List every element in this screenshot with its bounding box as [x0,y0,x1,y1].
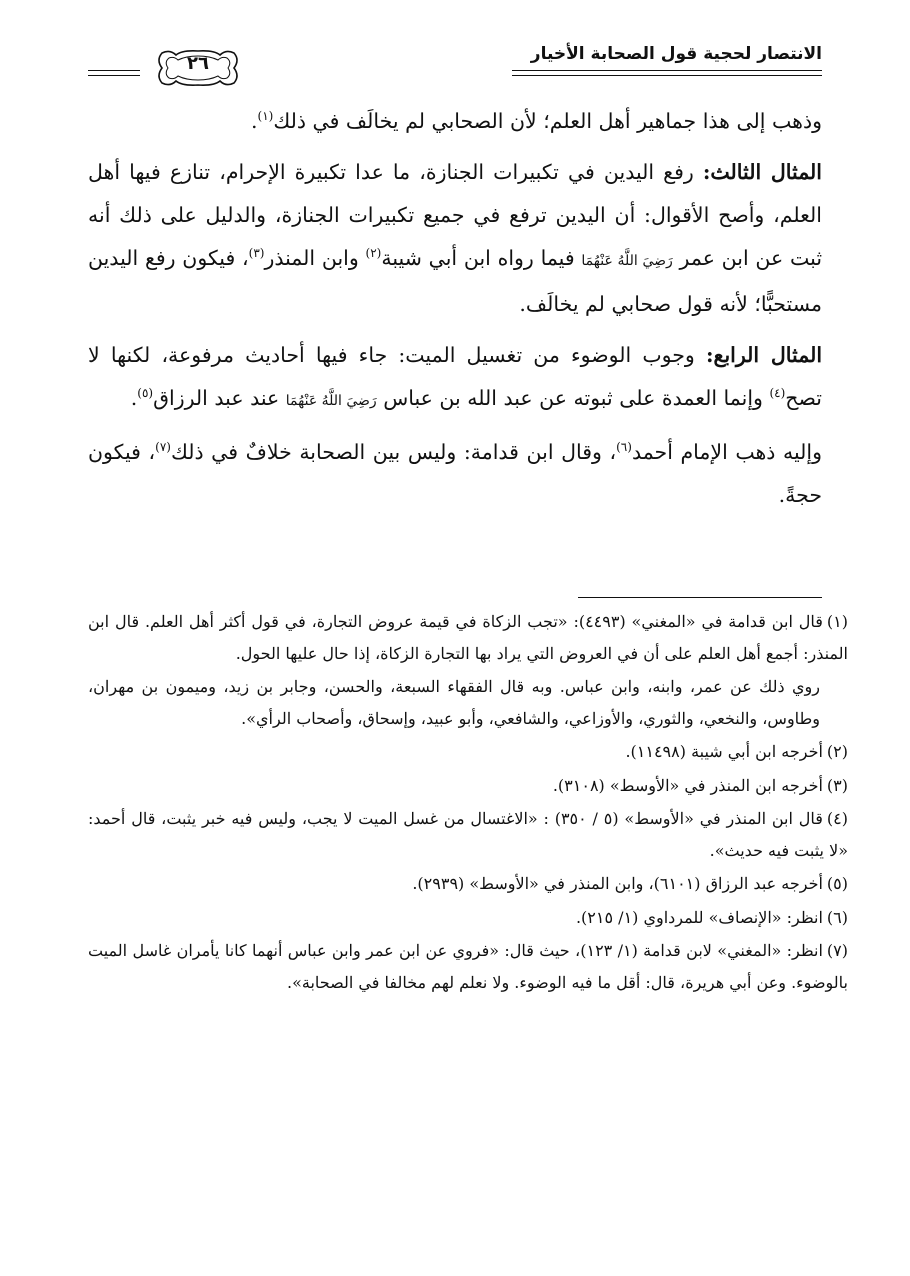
example-heading: المثال الرابع: [705,343,823,367]
footnote: (٤)قال ابن المنذر في «الأوسط» (٥ / ٣٥٠) : «الاغتسال من غسل الميت لا يجب، وليس فيه خبر يثبت، قال أحمد: «لا يثبت فيه حديث». [88,809,848,860]
honorific: رَضِيَ اللَّهُ عَنْهُمَا [581,253,673,269]
honorific: رَضِيَ اللَّهُ عَنْهُمَا [285,393,377,409]
book-title: الانتصار لحجية قول الصحابة الأخيار [530,44,822,64]
footnote: (٢)أخرجه ابن أبي شيبة (١١٤٩٨). [625,742,848,761]
example-heading: المثال الثالث: [702,160,822,184]
footnote-ref[interactable]: (٧) [155,440,171,455]
footnote-number: (٢) [826,742,848,761]
footnote-ref[interactable]: (٥) [137,386,154,401]
main-text [88,100,822,525]
paragraph-4: وإليه ذهب الإمام أحمد$^{(٦)}$، وقال ابن قدامة: وليس بين الصحابة خلافٌ في ذلك$^{(٧)}$، فيكون حجةً. [88,440,822,507]
paragraph-example-3: المثال الثالث: رفع اليدين في تكبيرات الجنازة، ما عدا تكبيرة الإحرام، تنازع فيها أهل العلم، وأصح الأقوال: أن اليدين ترفع في جميع تكبيرات الجنازة، والدليل على ذلك أنه ثبت عن ابن عمر رَضِيَ اللَّهُ عَنْهُمَا فيما رواه ابن أبي شيبة$^{(٢)}$ وابن المنذر$^{(٣)}$، فيكون رفع اليدين مستحبًّا؛ لأنه قول صحابي لم يخالَف. [88,160,823,316]
footnote: (٧)انظر: «المغني» لابن قدامة (١/ ١٢٣)، حيث قال: «فروي عن ابن عمر وابن عباس أنهما كانا يأمران غاسل الميت بالوضوء. وعن أبي هريرة، قال: أقل ما فيه الوضوء. ولا نعلم لهم مخالفا في الصحابة». [88,941,848,992]
page-number: ٢٦ [187,53,209,74]
header-rule [88,75,140,76]
paragraph-1: وذهب إلى هذا جماهير أهل العلم؛ لأن الصحابي لم يخالَف في ذلك$^{(١)}$. [250,109,822,133]
footnote-number: (٧) [826,941,848,960]
footnotes [88,606,848,1000]
running-header [88,44,822,94]
footnote-number: (٣) [826,775,848,795]
footnote-ref[interactable]: (٤) [769,386,786,401]
footnote-number: (٤) [826,809,848,828]
footnote-ref[interactable]: (١) [257,109,274,124]
header-rule [512,70,822,71]
footnote: (١)قال ابن قدامة في «المغني» (٤٤٩٣): «تجب الزكاة في قيمة عروض التجارة، في قول أكثر أهل العلم. قال ابن المنذر: أجمع أهل العلم على أن في العروض التي يراد بها التجارة الزكاة، إذا حال عليها الحول. [88,612,848,663]
footnote-continuation: روي ذلك عن عمر، وابنه، وابن عباس. وبه قال الفقهاء السبعة، والحسن، وجابر بن زيد، وميمون بن مهران، وطاوس، والنخعي، والثوري، والأوزاعي، والشافعي، وأبو عبيد، وإسحاق، وأصحاب الرأي». [88,677,820,728]
footnote-number: (١) [826,612,848,631]
footnote-number: (٥) [826,874,848,893]
footnote-number: (٦) [826,907,848,927]
header-rule [88,70,140,71]
footnote-ref[interactable]: (٣) [248,246,265,261]
footnote-separator [578,597,822,598]
footnote-ref[interactable]: (٢) [365,246,382,261]
footnote: (٦)انظر: «الإنصاف» للمرداوي (١/ ٢١٥). [575,907,848,927]
header-rule [512,75,822,76]
footnote: (٣)أخرجه ابن المنذر في «الأوسط» (٣١٠٨). [552,775,848,795]
footnote: (٥)أخرجه عبد الرزاق (٦١٠١)، وابن المنذر في «الأوسط» (٢٩٣٩). [412,874,848,893]
paragraph-example-4: المثال الرابع: وجوب الوضوء من تغسيل الميت: جاء فيها أحاديث مرفوعة، لكنها لا تصح$^{(٤)}$ وإنما العمدة على ثبوته عن عبد الله بن عباس رَضِيَ اللَّهُ عَنْهُمَا عند عبد الرزاق$^{(٥)}$. [88,343,823,410]
footnote-ref[interactable]: (٦) [616,440,632,455]
